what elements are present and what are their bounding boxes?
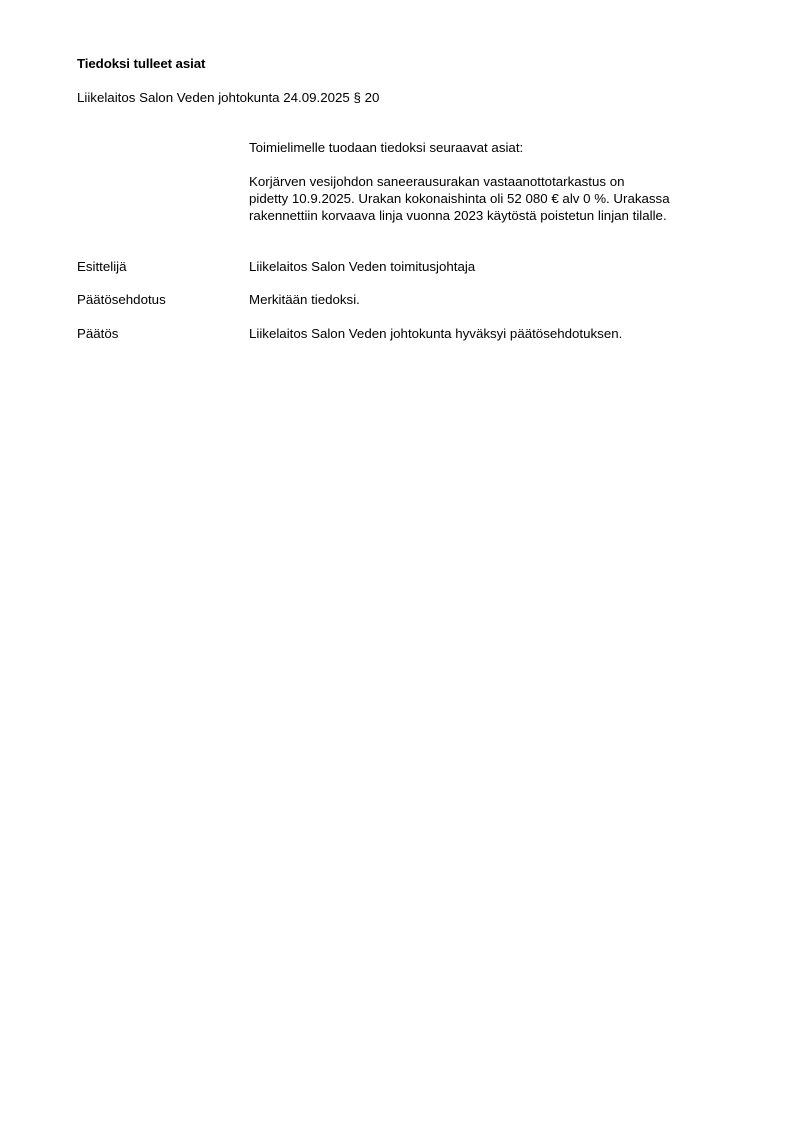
decision-value: Liikelaitos Salon Veden johtokunta hyväksyi päätösehdotuksen. [249, 326, 623, 341]
document-heading: Tiedoksi tulleet asiat [77, 56, 206, 71]
proposal-value: Merkitään tiedoksi. [249, 292, 360, 307]
presenter-value: Liikelaitos Salon Veden toimitusjohtaja [249, 259, 476, 274]
proposal-label: Päätösehdotus [77, 292, 166, 307]
decision-label: Päätös [77, 326, 119, 341]
notice-item-text: Korjärven vesijohdon saneerausurakan vastaanottotarkastus on pidetty 10.9.2025. Urakan kokonaishinta oli 52 080 € alv 0 %. Urakassa rakennettiin korvaava linja vuonna 2023 käytöstä poistetun linjan tilalle. [249, 174, 670, 223]
meeting-reference: Liikelaitos Salon Veden johtokunta 24.09.2025 § 20 [77, 90, 380, 105]
presenter-label: Esittelijä [77, 259, 127, 274]
intro-text: Toimielimelle tuodaan tiedoksi seuraavat asiat: [249, 140, 524, 155]
